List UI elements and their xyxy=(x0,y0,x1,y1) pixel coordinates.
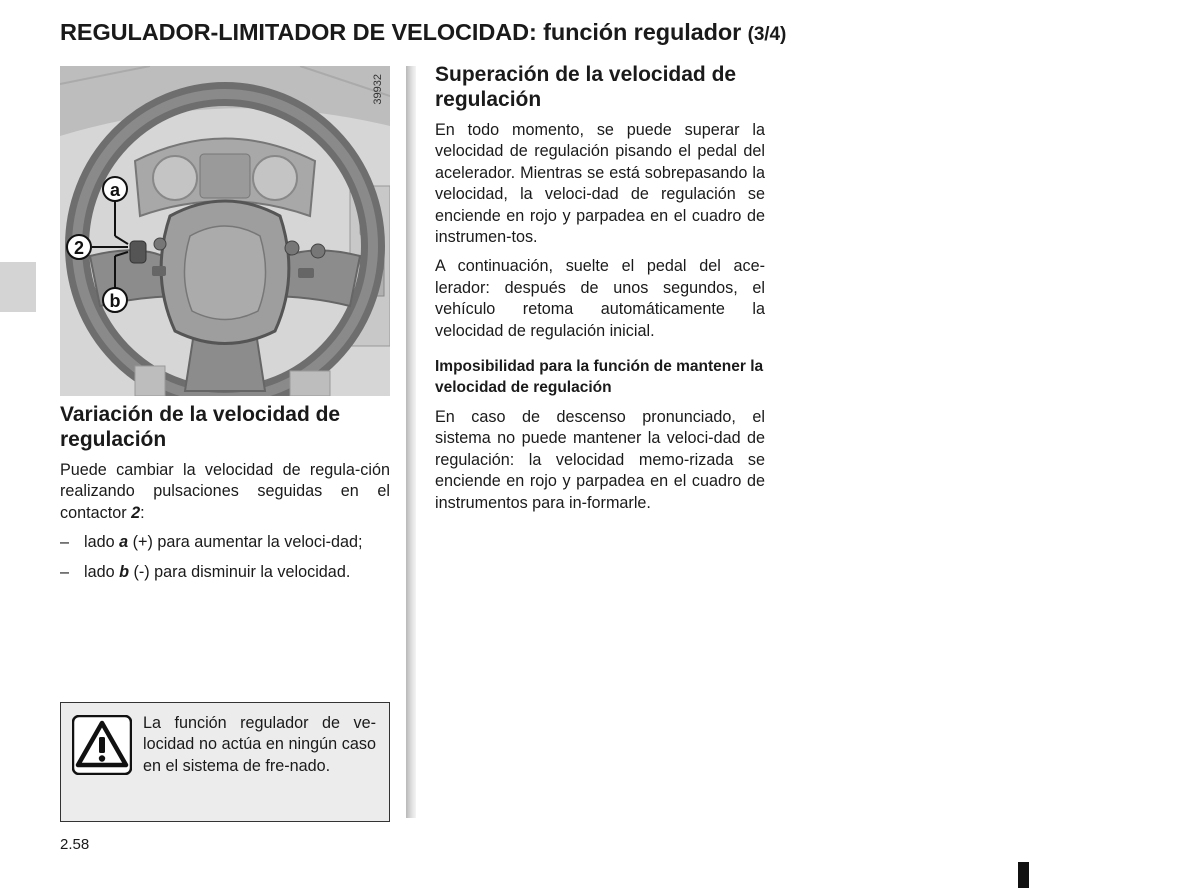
variation-intro-text: Puede cambiar la velocidad de regula-ción realizando pulsaciones seguidas en el contactor xyxy=(60,461,390,522)
bullet-text xyxy=(84,532,390,553)
callout-b: b xyxy=(109,291,121,311)
bullet-text xyxy=(84,562,390,583)
warning-text: La función regulador de ve-locidad no actúa en ningún caso en el sistema de fre-nado. xyxy=(143,714,376,775)
steering-wheel-illustration xyxy=(60,66,390,396)
page-edge-marker xyxy=(1018,862,1029,888)
bullet-dash: – xyxy=(60,562,70,581)
bullet-text-end: (-) para disminuir la velocidad. xyxy=(129,562,351,581)
callout-2: 2 xyxy=(73,238,85,258)
page-title-text: REGULADOR-LIMITADOR DE VELOCIDAD: función regulador xyxy=(60,19,742,45)
warning-box xyxy=(60,702,390,822)
callout-a: a xyxy=(109,180,121,200)
page-part-indicator: (3/4) xyxy=(747,24,787,45)
list-item xyxy=(60,562,390,583)
bullet-text-end: (+) para aumentar la veloci-dad; xyxy=(128,533,363,552)
page-number: 2.58 xyxy=(60,836,90,853)
section-heading-overtaking: Superación de la velocidad de regulación xyxy=(435,63,737,111)
column-divider xyxy=(406,66,416,818)
warning-triangle-icon xyxy=(72,715,132,775)
bullet-text-start: lado xyxy=(84,533,120,552)
steering-wheel-drawing xyxy=(60,66,390,396)
ref-side-a: a xyxy=(119,533,129,552)
overtaking-paragraph-1: En todo momento, se puede superar la velocidad de regulación pisando el pedal del acelerador. Mientras se está sobrepasando la velocidad, la veloci-dad de regulación se enciende en rojo y parpadea en el cuadro de instrumen-tos. xyxy=(435,121,765,247)
ref-side-b: b xyxy=(119,562,129,581)
impossibility-paragraph: En caso de descenso pronunciado, el sistema no puede mantener la veloci-dad de regulación: la velocidad memo-rizada se enciende en rojo y parpadea en el cuadro de instrumentos para in-formarle. xyxy=(435,408,765,512)
right-column xyxy=(435,62,765,522)
section-heading-variation: Variación de la velocidad de regulación xyxy=(60,403,341,451)
overtaking-paragraph-2: A continuación, suelte el pedal del ace-lerador: después de unos segundos, el vehículo retoma automáticamente la velocidad de regulación inicial. xyxy=(435,257,765,340)
ref-contactor-2: 2 xyxy=(131,503,141,522)
figure-number: 39932 xyxy=(372,74,384,105)
left-column xyxy=(60,402,390,591)
page-title xyxy=(60,19,786,46)
variation-intro-end: : xyxy=(140,503,145,522)
section-tab-marker xyxy=(0,262,36,312)
subheading-impossibility: Imposibilidad para la función de mantener la velocidad de regulación xyxy=(435,358,764,397)
list-item xyxy=(60,532,390,553)
variation-intro xyxy=(60,460,390,524)
bullet-dash: – xyxy=(60,533,70,552)
bullet-text-start: lado xyxy=(84,562,120,581)
